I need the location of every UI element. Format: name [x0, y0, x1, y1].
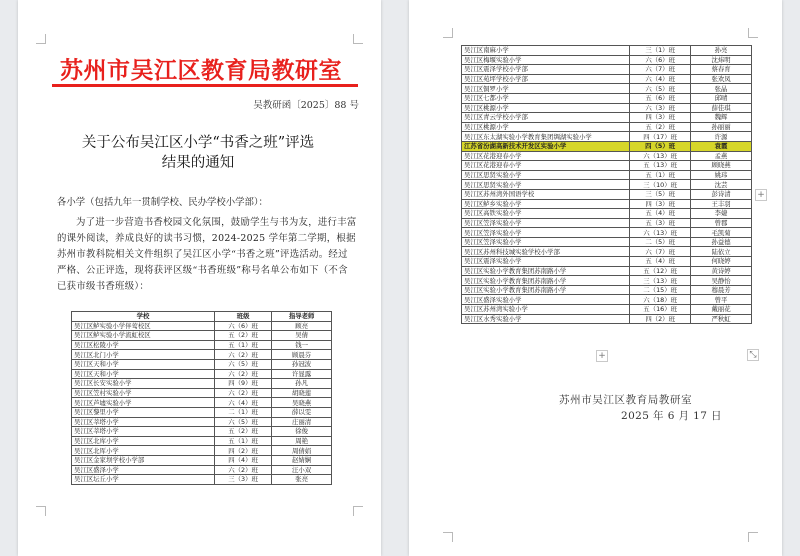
cell-class: 五（13）班	[630, 161, 691, 171]
cell-class: 五（6）班	[630, 93, 691, 103]
cell-school: 吴江区苑坪学校小学部	[462, 74, 630, 84]
cell-teacher: 赵婧娴	[272, 455, 332, 465]
table-row	[72, 340, 332, 350]
cell-class: 六（2）班	[215, 465, 272, 475]
table-row	[462, 74, 752, 84]
cell-teacher: 吴晓燕	[272, 398, 332, 408]
cell-teacher: 薛佳琪	[691, 103, 752, 113]
cell-teacher: 张亮	[272, 475, 332, 485]
table-row	[462, 228, 752, 238]
cell-teacher: 袁霞	[691, 141, 752, 151]
table-row	[462, 237, 752, 247]
table-row	[462, 257, 752, 267]
table-row	[72, 398, 332, 408]
table-row	[72, 417, 332, 427]
cell-class: 三（10）班	[630, 180, 691, 190]
cell-class: 二（5）班	[630, 237, 691, 247]
page-corner-mark	[443, 532, 453, 542]
cell-teacher: 孟燕	[691, 151, 752, 161]
cell-teacher: 何晓婷	[691, 257, 752, 267]
table-row	[462, 84, 752, 94]
cell-school: 吴江区花港迎春小学	[462, 161, 630, 171]
cell-school: 吴江区莘塔小学	[72, 427, 215, 437]
cell-class: 六（2）班	[215, 388, 272, 398]
cell-teacher: 王丰羽	[691, 199, 752, 209]
cell-school: 吴江区苏州湾外国语学校	[462, 189, 630, 199]
cell-teacher: 庄丽清	[272, 417, 332, 427]
cell-school: 吴江区笠村实验小学	[72, 388, 215, 398]
table-row	[462, 209, 752, 219]
table-row	[72, 369, 332, 379]
page-corner-mark	[36, 34, 46, 44]
cell-school: 吴江区北库小学	[72, 436, 215, 446]
cell-school: 吴江区笠泽实验小学	[462, 228, 630, 238]
cell-teacher: 徐俊	[272, 427, 332, 437]
cell-school: 吴江区盛泽小学	[72, 465, 215, 475]
signature-date: 2025 年 6 月 17 日	[621, 410, 722, 422]
cell-teacher: 孙冠波	[272, 359, 332, 369]
cell-teacher: 胡晓莲	[272, 388, 332, 398]
table-header-row	[72, 312, 332, 322]
table-row	[462, 218, 752, 228]
cell-class: 六（6）班	[215, 321, 272, 331]
table-row	[72, 388, 332, 398]
cell-class: 三（5）班	[630, 189, 691, 199]
cell-teacher: 薛以雯	[272, 407, 332, 417]
cell-teacher: 穆晨芳	[691, 285, 752, 295]
cell-teacher: 顾亮	[272, 321, 332, 331]
cell-school: 吴江区实验小学教育集团苏南路小学	[462, 285, 630, 295]
cell-class: 五（2）班	[215, 331, 272, 341]
cell-teacher: 戴丽花	[691, 305, 752, 315]
salutation: 各小学（包括九年一贯制学校、民办学校小学部）：	[57, 197, 268, 208]
table-row	[462, 93, 752, 103]
table-body-right	[462, 46, 752, 324]
cell-school: 吴江区松陵小学	[72, 340, 215, 350]
cell-school: 吴江区实验小学教育集团苏南路小学	[462, 276, 630, 286]
table-row	[462, 180, 752, 190]
cell-teacher: 钱一	[272, 340, 332, 350]
table-row	[72, 331, 332, 341]
add-row-button[interactable]: +	[596, 350, 608, 362]
table-row	[462, 276, 752, 286]
cell-teacher: 黄诗婷	[691, 266, 752, 276]
signature-organization: 苏州市吴江区教育局教研室	[559, 394, 693, 406]
table-row	[462, 113, 752, 123]
cell-school: 吴江区桃源小学	[462, 103, 630, 113]
cell-school: 吴江区苏州科技城实验学校小学部	[462, 247, 630, 257]
cell-school: 吴江区盛泽实验小学	[462, 295, 630, 305]
cell-school: 吴江区长安实验小学	[72, 379, 215, 389]
cell-teacher: 周倩娟	[272, 446, 332, 456]
cell-class: 三（3）班	[215, 475, 272, 485]
cell-class: 四（17）班	[630, 132, 691, 142]
cell-class: 四（2）班	[630, 314, 691, 324]
cell-school: 吴江区思贤实验小学	[462, 180, 630, 190]
cell-class: 六（6）班	[630, 55, 691, 65]
cell-school: 吴江区北门小学	[72, 350, 215, 360]
cell-school: 吴江区莘塔小学	[72, 417, 215, 427]
cell-school: 吴江区铜罗小学	[462, 84, 630, 94]
page-corner-mark	[353, 506, 363, 516]
cell-school: 吴江区青云学校小学部	[462, 113, 630, 123]
notice-title-line1: 关于公布吴江区小学“书香之班”评选	[81, 135, 315, 151]
cell-school: 吴江区坛丘小学	[72, 475, 215, 485]
cell-teacher: 魏辉	[691, 113, 752, 123]
cell-class: 二（1）班	[215, 407, 272, 417]
table-row	[72, 407, 332, 417]
cell-teacher: 张欢凤	[691, 74, 752, 84]
cell-class: 六（13）班	[630, 228, 691, 238]
table-row	[462, 151, 752, 161]
table-row	[462, 285, 752, 295]
cell-class: 四（4）班	[215, 455, 272, 465]
cell-school: 吴江区桃源小学	[462, 122, 630, 132]
award-table-left	[71, 311, 332, 485]
header-red-rule	[52, 84, 358, 87]
table-row	[72, 436, 332, 446]
cell-class: 六（3）班	[630, 103, 691, 113]
cell-class: 四（9）班	[215, 379, 272, 389]
cell-class: 六（13）班	[630, 151, 691, 161]
cell-teacher: 曾郡	[691, 218, 752, 228]
table-row	[462, 122, 752, 132]
cell-school: 吴江区北厍小学	[72, 446, 215, 456]
cell-class: 五（3）班	[630, 218, 691, 228]
column-header-class: 班级	[215, 312, 272, 322]
cell-class: 五（1）班	[630, 170, 691, 180]
table-body-left	[72, 321, 332, 484]
table-row	[72, 379, 332, 389]
cell-school: 吴江区笠泽实验小学	[462, 237, 630, 247]
cell-class: 六（7）班	[630, 65, 691, 75]
cell-teacher: 汪小双	[272, 465, 332, 475]
cell-class: 六（7）班	[630, 247, 691, 257]
table-row	[72, 427, 332, 437]
table-row	[72, 359, 332, 369]
notice-title-line2: 结果的通知	[161, 155, 235, 171]
cell-teacher: 毛凯菊	[691, 228, 752, 238]
cell-class: 六（2）班	[215, 369, 272, 379]
document-page-right	[409, 0, 782, 556]
table-row	[462, 103, 752, 113]
table-row	[72, 465, 332, 475]
cell-class: 六（5）班	[215, 359, 272, 369]
cell-class: 六（5）班	[630, 84, 691, 94]
cell-teacher: 吴静怡	[691, 276, 752, 286]
cell-teacher: 许显露	[272, 369, 332, 379]
cell-class: 五（1）班	[215, 340, 272, 350]
cell-class: 五（2）班	[215, 427, 272, 437]
table-row	[462, 305, 752, 315]
cell-class: 五（16）班	[630, 305, 691, 315]
page-corner-mark	[353, 34, 363, 44]
table-row	[72, 321, 332, 331]
cell-class: 三（13）班	[630, 276, 691, 286]
cell-class: 四（5）班	[630, 141, 691, 151]
table-row	[462, 247, 752, 257]
cell-school: 吴江区高铁实验小学	[462, 209, 630, 219]
document-number: 吴教研函〔2025〕88 号	[253, 100, 359, 111]
cell-school: 吴江区水秀实验小学	[462, 314, 630, 324]
cell-school: 吴江区七都小学	[462, 93, 630, 103]
table-row	[462, 199, 752, 209]
cell-teacher: 沈炜明	[691, 55, 752, 65]
cell-school: 吴江区梅堰实验小学	[462, 55, 630, 65]
cell-class: 四（3）班	[630, 199, 691, 209]
header-title: 苏州市吴江区教育局教研室	[60, 57, 342, 84]
cell-teacher: 邱晴	[691, 93, 752, 103]
page-corner-mark	[748, 28, 758, 38]
cell-school: 吴江区思贤实验小学	[462, 170, 630, 180]
table-row	[72, 475, 332, 485]
cell-school: 吴江区南麻小学	[462, 46, 630, 56]
cell-school: 吴江区鲈实验小学流虹校区	[72, 331, 215, 341]
table-row	[462, 314, 752, 324]
cell-teacher: 蔡春育	[691, 65, 752, 75]
cell-teacher: 孙丽丽	[691, 122, 752, 132]
cell-teacher: 顾晓燕	[691, 161, 752, 171]
cell-teacher: 曾平	[691, 295, 752, 305]
resize-table-handle[interactable]: ⤡	[747, 349, 759, 361]
table-row	[462, 266, 752, 276]
cell-class: 六（2）班	[215, 350, 272, 360]
cell-teacher: 顾晨芬	[272, 350, 332, 360]
cell-teacher: 许源	[691, 132, 752, 142]
table-row	[72, 455, 332, 465]
page-corner-mark	[443, 28, 453, 38]
cell-school: 江苏省汾湖高新技术开发区实验小学	[462, 141, 630, 151]
cell-teacher: 陆依立	[691, 247, 752, 257]
cell-teacher: 严秋虹	[691, 314, 752, 324]
cell-class: 六（4）班	[630, 74, 691, 84]
cell-teacher: 吴倩	[272, 331, 332, 341]
cell-class: 六（4）班	[215, 398, 272, 408]
page-corner-mark	[36, 506, 46, 516]
cell-school: 吴江区实验小学教育集团苏南路小学	[462, 266, 630, 276]
cell-school: 吴江区东太湖实验小学教育集团绸湖实验小学	[462, 132, 630, 142]
cell-class: 四（2）班	[215, 446, 272, 456]
cell-class: 五（2）班	[630, 122, 691, 132]
table-row	[72, 446, 332, 456]
table-row	[72, 350, 332, 360]
cell-school: 吴江区鲈实验小学伴莺校区	[72, 321, 215, 331]
column-header-teacher: 指导老师	[272, 312, 332, 322]
table-row	[462, 189, 752, 199]
table-row	[462, 46, 752, 56]
cell-school: 吴江区笠泽实验小学	[462, 218, 630, 228]
cell-school: 吴江区天和小学	[72, 359, 215, 369]
cell-teacher: 孙益德	[691, 237, 752, 247]
cell-class: 六（18）班	[630, 295, 691, 305]
cell-class: 五（12）班	[630, 266, 691, 276]
cell-teacher: 孙亮	[691, 46, 752, 56]
cell-teacher: 姚玮	[691, 170, 752, 180]
cell-school: 吴江区震泽学校小学部	[462, 65, 630, 75]
award-table-right	[461, 45, 752, 324]
cell-class: 五（4）班	[630, 209, 691, 219]
cell-school: 吴江区花港迎春小学	[462, 151, 630, 161]
cell-school: 吴江区金家坝学校小学部	[72, 455, 215, 465]
cell-teacher: 孙凡	[272, 379, 332, 389]
cell-school: 吴江区天和小学	[72, 369, 215, 379]
cell-class: 五（1）班	[215, 436, 272, 446]
cell-teacher: 张晶	[691, 84, 752, 94]
table-row	[462, 161, 752, 171]
table-row	[462, 141, 752, 151]
cell-school: 吴江区震泽实验小学	[462, 257, 630, 267]
column-header-school: 学校	[72, 312, 215, 322]
table-row	[462, 55, 752, 65]
cell-teacher: 沈芸	[691, 180, 752, 190]
table-row	[462, 132, 752, 142]
table-row	[462, 65, 752, 75]
cell-school: 吴江区黎里小学	[72, 407, 215, 417]
cell-class: 六（5）班	[215, 417, 272, 427]
notice-paragraph: 为了进一步营造书香校园文化氛围，鼓励学生与书为友，进行丰富的课外阅读，养成良好的读书习惯，2024-2025 学年第二学期，根据苏州市教科院相关文件组织了吴江区小学“书香之班”评选活动。经过严格、公正评选，现将获评区级“书香班级”称号名单公布如下（不含已获市级书香班级）：	[57, 217, 357, 292]
document-page-left	[18, 0, 381, 556]
cell-teacher: 周艳	[272, 436, 332, 446]
cell-school: 吴江区鲈乡实验小学	[462, 199, 630, 209]
cell-class: 四（3）班	[630, 113, 691, 123]
cell-class: 二（15）班	[630, 285, 691, 295]
table-row	[462, 295, 752, 305]
cell-school: 吴江区芦墟实验小学	[72, 398, 215, 408]
add-column-button[interactable]: +	[755, 189, 767, 201]
table-row	[462, 170, 752, 180]
page-corner-mark	[748, 532, 758, 542]
cell-school: 吴江区苏州湾实验小学	[462, 305, 630, 315]
cell-class: 三（1）班	[630, 46, 691, 56]
cell-teacher: 李婕	[691, 209, 752, 219]
notice-title	[48, 133, 348, 173]
cell-class: 五（4）班	[630, 257, 691, 267]
cell-teacher: 彭诗清	[691, 189, 752, 199]
